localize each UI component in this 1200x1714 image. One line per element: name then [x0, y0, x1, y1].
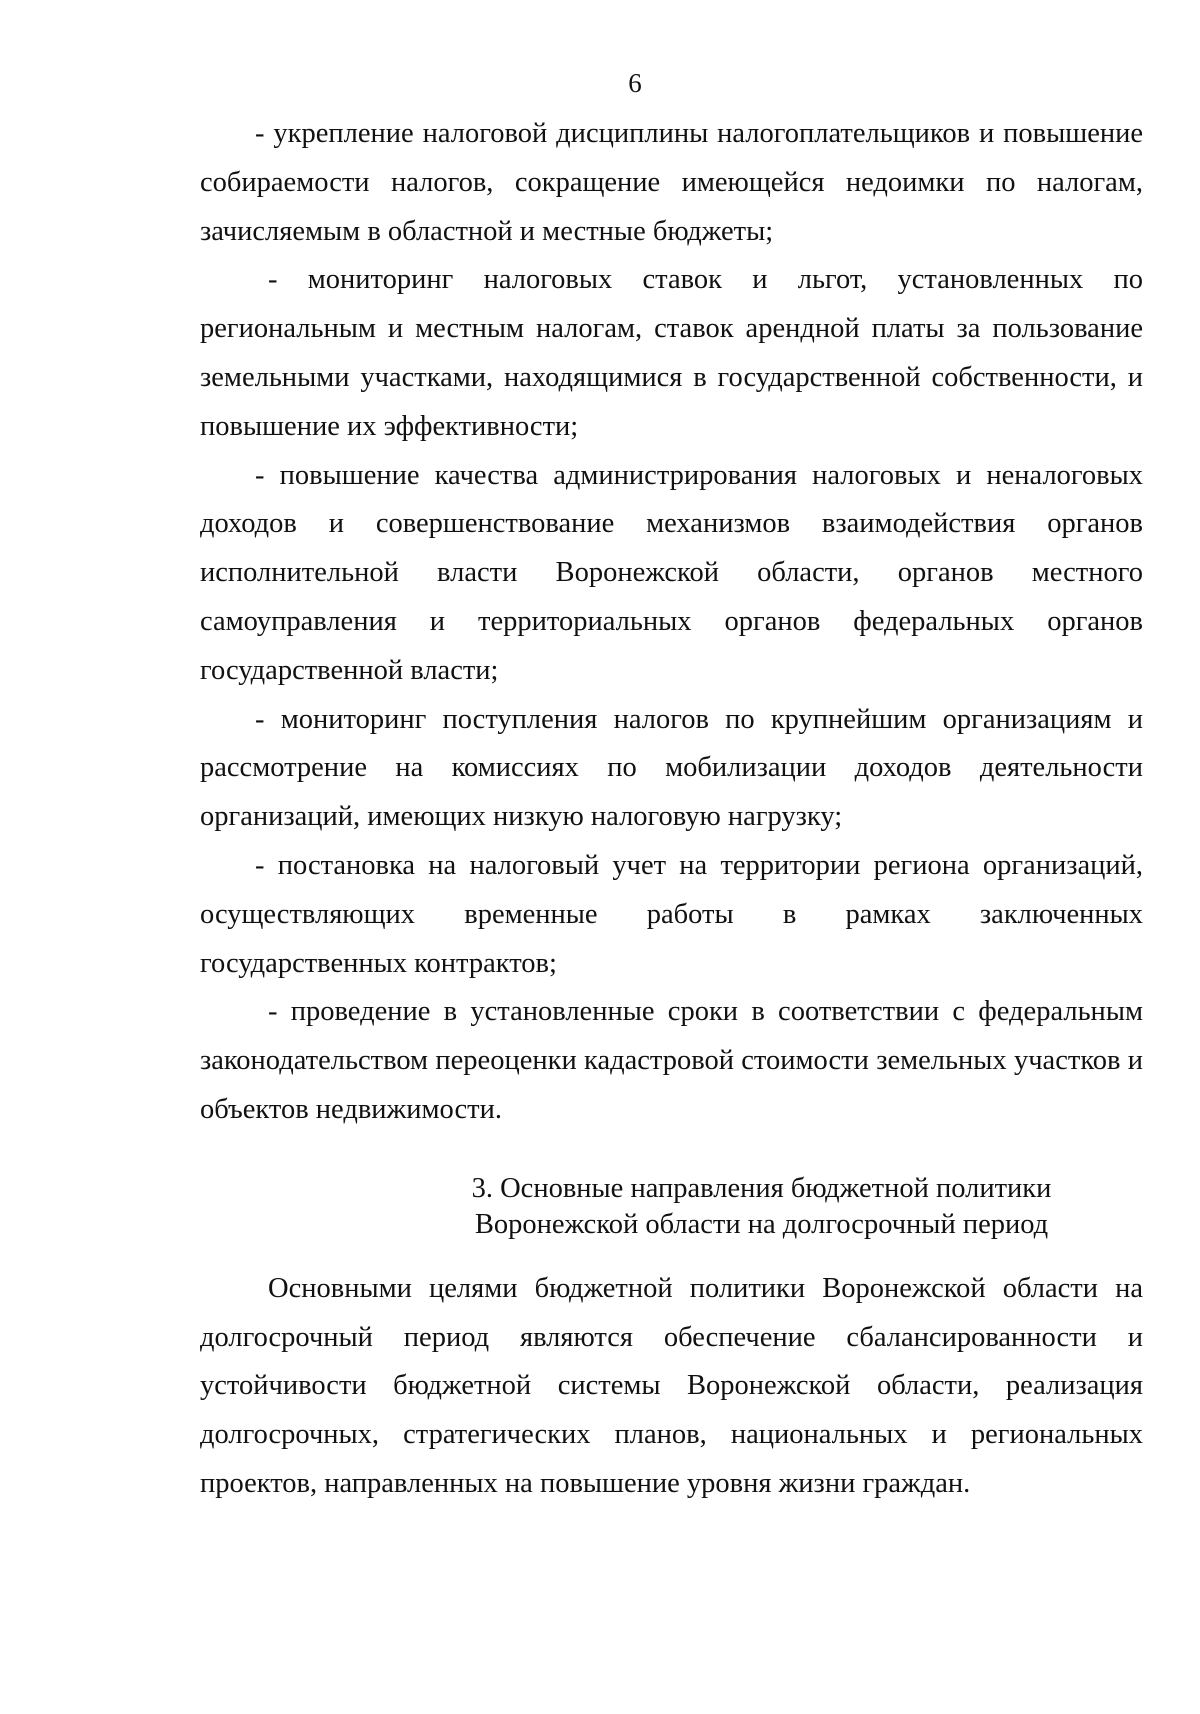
- section-heading-line-2: Воронежской области на долгосрочный период: [474, 1208, 1049, 1240]
- section-heading-line-1: 3. Основные направления бюджетной политики: [471, 1172, 1052, 1204]
- paragraph-cadastral-revaluation: - проведение в установленные сроки в соответствии с федеральным законодательством переоценки кадастровой стоимости земельных участков и объектов недвижимости.: [200, 996, 1143, 1125]
- paragraph-tax-discipline: - укрепление налоговой дисциплины налогоплательщиков и повышение собираемости налогов, сокращение имеющейся недоимки по налогам, зачисляемым в областной и местные бюджеты;: [200, 118, 1143, 247]
- paragraph-revenue-monitoring: - мониторинг поступления налогов по крупнейшим организациям и рассмотрение на комиссиях по мобилизации доходов деятельности организаций, имеющих низкую налоговую нагрузку;: [200, 703, 1143, 833]
- paragraph-administration-quality: - повышение качества администрирования налоговых и неналоговых доходов и совершенствование механизмов взаимодействия органов исполнительной власти Воронежской области, органов местного самоуправления и территориальных органов федеральных органов государственной власти;: [200, 459, 1143, 686]
- paragraph-tax-rates-monitoring: - мониторинг налоговых ставок и льгот, установленных по региональным и местным налогам, ставок арендной платы за пользование земельными участками, находящимися в государственной собственности, и повышение их эффективности;: [200, 264, 1143, 442]
- paragraph-tax-registration: - постановка на налоговый учет на территории региона организаций, осуществляющих временные работы в рамках заключенных государственных контрактов;: [200, 849, 1143, 979]
- section-heading: [200, 1171, 1143, 1243]
- document-body: [200, 110, 1143, 1509]
- paragraph-budget-goals: Основными целями бюджетной политики Воронежской области на долгосрочный период являются обеспечение сбалансированности и устойчивости бюджетной системы Воронежской области, реализация долгосрочных, стратегических планов, национальных и региональных проектов, направленных на повышение уровня жизни граждан.: [200, 1272, 1143, 1499]
- page-number: 6: [628, 68, 642, 98]
